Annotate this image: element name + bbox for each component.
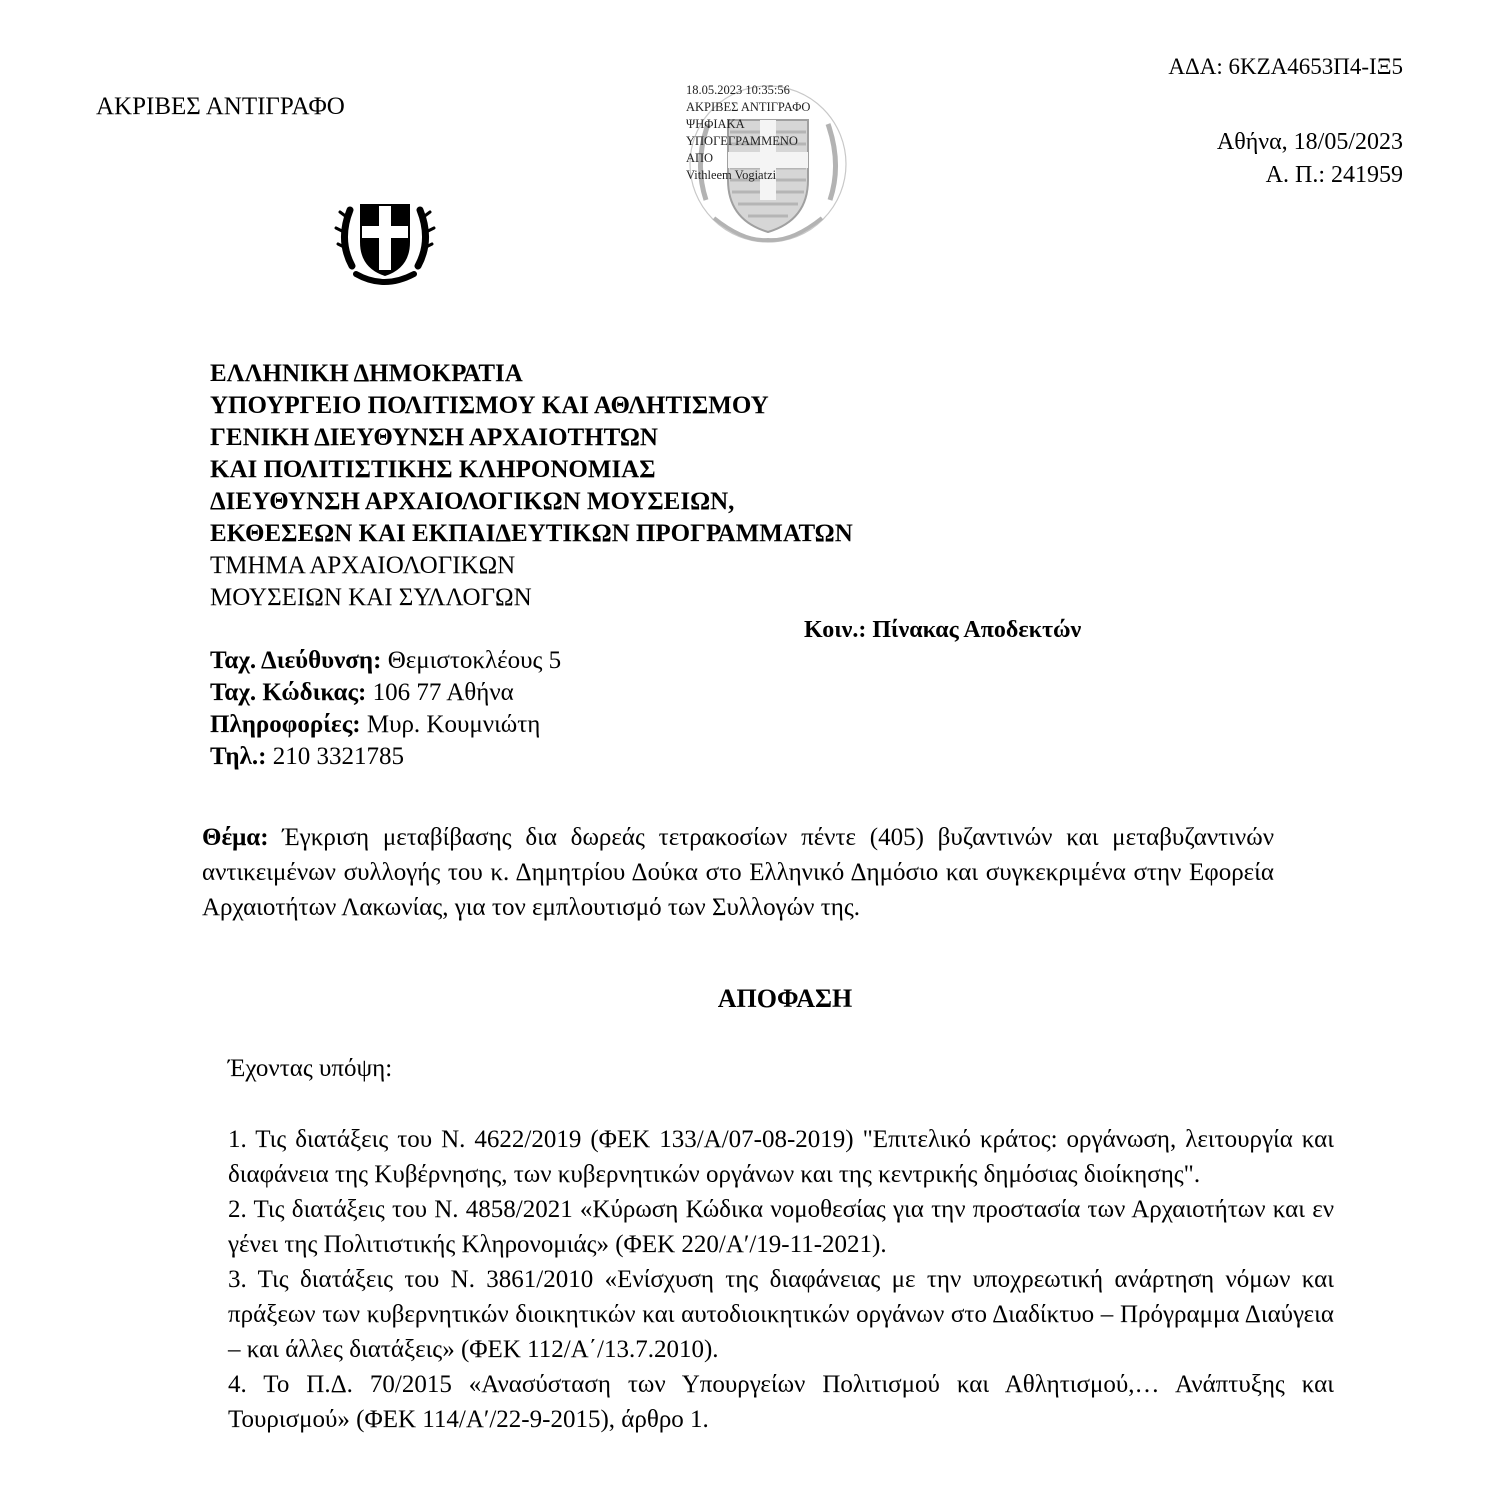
subject-text: Έγκριση μεταβίβασης δια δωρεάς τετρακοσίων πέντε (405) βυζαντινών και μεταβυζαντινών αντικειμένων συλλογής του κ. Δημητρίου Δούκα στο Ελληνικό Δημόσιο και συγκεκριμένα στην Εφορεία Αρχαιοτήτων Λακωνίας, για τον εμπλουτισμό των Συλλογών της. xyxy=(202,824,1274,921)
list-item: 4. Το Π.Δ. 70/2015 «Ανασύσταση των Υπουργείων Πολιτισμού και Αθλητισμού,… Ανάπτυξης και Τουρισμού» (ΦΕΚ 114/Α′/22-9-2015), άρθρο 1. xyxy=(228,1371,1334,1433)
department-line: ΤΜΗΜΑ ΑΡΧΑΙΟΛΟΓΙΚΩΝ xyxy=(210,552,516,579)
contact-label: Πληροφορίες: xyxy=(210,711,361,738)
department-line: ΜΟΥΣΕΙΩΝ ΚΑΙ ΣΥΛΛΟΓΩΝ xyxy=(210,584,532,611)
authority-line: ΓΕΝΙΚΗ ΔΙΕΥΘΥΝΣΗ ΑΡΧΑΙΟΤΗΤΩΝ xyxy=(210,424,658,451)
ada-code: ΑΔΑ: 6ΚΖΑ4653Π4-ΙΞ5 xyxy=(1168,54,1403,79)
stamp-text xyxy=(686,82,810,184)
stamp-line: ΥΠΟΓΕΓΡΑΜΜΕΝΟ xyxy=(686,134,798,148)
digital-signature-stamp xyxy=(684,80,859,250)
document-date: Αθήνα, 18/05/2023 xyxy=(1216,129,1403,155)
stamp-line: Vithleem Vogiatzi xyxy=(686,168,777,182)
recipients-note: Κοιν.: Πίνακας Αποδεκτών xyxy=(804,617,1082,643)
contact-row xyxy=(210,677,561,709)
greek-coat-of-arms-icon xyxy=(334,188,436,288)
contact-label: Ταχ. Κώδικας: xyxy=(210,679,367,706)
contact-row xyxy=(210,709,561,741)
issuing-authority xyxy=(210,358,853,614)
authority-line: ΕΚΘΕΣΕΩΝ ΚΑΙ ΕΚΠΑΙΔΕΥΤΙΚΩΝ ΠΡΟΓΡΑΜΜΑΤΩΝ xyxy=(210,520,853,547)
having-in-mind: Έχοντας υπόψη: xyxy=(228,1055,393,1082)
contact-info xyxy=(210,645,561,773)
list-item: 1. Τις διατάξεις του Ν. 4622/2019 (ΦΕΚ 133/Α/07-08-2019) "Επιτελικό κράτος: οργάνωση, λειτουργία και διαφάνεια της Κυβέρνησης, των κυβερνητικών οργάνων και της κεντρικής δημόσιας διοίκησης". xyxy=(228,1126,1334,1188)
authority-line: ΔΙΕΥΘΥΝΣΗ ΑΡΧΑΙΟΛΟΓΙΚΩΝ ΜΟΥΣΕΙΩΝ, xyxy=(210,488,735,515)
authority-line: ΚΑΙ ΠΟΛΙΤΙΣΤΙΚΗΣ ΚΛΗΡΟΝΟΜΙΑΣ xyxy=(210,456,656,483)
contact-row xyxy=(210,645,561,677)
copy-label: ΑΚΡΙΒΕΣ ΑΝΤΙΓΡΑΦΟ xyxy=(96,93,345,120)
contact-label: Ταχ. Διεύθυνση: xyxy=(210,647,382,674)
contact-value: Μυρ. Κουμνιώτη xyxy=(360,711,541,738)
authority-line: ΥΠΟΥΡΓΕΙΟ ΠΟΛΙΤΙΣΜΟΥ ΚΑΙ ΑΘΛΗΤΙΣΜΟΥ xyxy=(210,392,769,419)
contact-value: 106 77 Αθήνα xyxy=(366,679,514,706)
stamp-line: 18.05.2023 10:35:56 xyxy=(686,83,790,97)
date-protocol-block xyxy=(1043,126,1403,192)
subject-paragraph xyxy=(202,820,1274,925)
contact-label: Τηλ.: xyxy=(210,743,267,770)
contact-value: Θεμιστοκλέους 5 xyxy=(381,647,562,674)
stamp-line: ΑΚΡΙΒΕΣ ΑΝΤΙΓΡΑΦΟ xyxy=(686,100,811,114)
list-item: 3. Τις διατάξεις του Ν. 3861/2010 «Ενίσχυση της διαφάνειας με την υποχρεωτική ανάρτηση νόμων και πράξεων των κυβερνητικών διοικητικών και αυτοδιοικητικών οργάνων στο Διαδίκτυο – Πρόγραμμα Διαύγεια – και άλλες διατάξεις» (ΦΕΚ 112/Α΄/13.7.2010). xyxy=(228,1266,1334,1363)
decision-title: ΑΠΟΦΑΣΗ xyxy=(717,984,853,1013)
protocol-number: Α. Π.: 241959 xyxy=(1265,162,1403,188)
contact-row xyxy=(210,741,561,773)
list-item: 2. Τις διατάξεις του Ν. 4858/2021 «Κύρωση Κώδικα νομοθεσίας για την προστασία των Αρχαιοτήτων και εν γένει της Πολιτιστικής Κληρονομιάς» (ΦΕΚ 220/Α′/19-11-2021). xyxy=(228,1196,1334,1258)
authority-line: ΕΛΛΗΝΙΚΗ ΔΗΜΟΚΡΑΤΙΑ xyxy=(210,360,523,387)
stamp-line: ΑΠΟ xyxy=(686,151,714,165)
contact-value: 210 3321785 xyxy=(266,743,404,770)
stamp-line: ΨΗΦΙΑΚΑ xyxy=(686,117,745,131)
subject-label: Θέμα: xyxy=(202,824,269,851)
considerations-list xyxy=(228,1122,1334,1437)
